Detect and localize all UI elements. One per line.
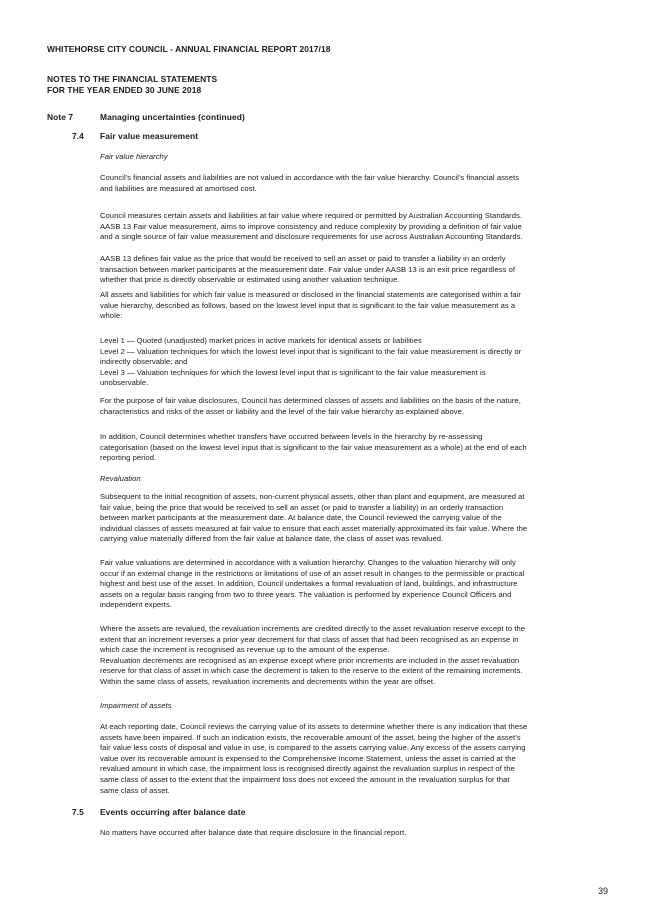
report-title: WHITEHORSE CITY COUNCIL - ANNUAL FINANCIAL REPORT 2017/18 — [47, 44, 331, 54]
paragraph-fair-value-definition: AASB 13 defines fair value as the price that would be received to sell an asset or paid to transfer a liability in an orderly transaction between market participants at the measurement date. Fair value under AASB 13 is an exit price regardless of whether that price is directly observable or estimated using another valuation technique. — [100, 254, 516, 285]
paragraph-fair-value-disclosures: For the purpose of fair value disclosures, Council has determined classes of assets and liabilities on the basis of the nature, characteristics and risks of the asset or liability and the level of the fair value hierarchy as explained above. — [100, 396, 521, 416]
paragraph-valuation-hierarchy: Fair value valuations are determined in accordance with a valuation hierarchy. Changes to the valuation hierarchy will only occur if an external change in the restrictions or limitations of use of an asset result in changes to the permissible or practical highest and best use of the asset. In addition, Council undertakes a formal revaluation of land, buildings, and infrastructure assets on a regular basis ranging from two to three years. The valuation is performed by experience Council Officers and independent experts. — [100, 558, 525, 610]
paragraph-financial-assets: Council's financial assets and liabilities are not valued in accordance with the fair value hierarchy. Council's financial assets and liabilities are measured at amortised cost. — [100, 173, 520, 193]
paragraph-impairment: At each reporting date, Council reviews the carrying value of its assets to determine whether there is any indication that these assets have been impaired. If such an indication exists, the recoverable amount of the asset, being the higher of the asset's fair value less costs of disposal and value in use, is compared to the assets carrying value. Any excess of the assets carrying value over its recoverable amount is expensed to the Comprehensive Income Statement, unless the asset is carried at the revalued amount in which case, the impairment loss is recognised directly against the revaluation surplus in respect of the same class of asset to the extent that the impairment loss does not exceed the amount in the revaluation surplus for that same class of asset. — [100, 722, 528, 795]
subheading-impairment: Impairment of assets — [100, 701, 172, 710]
year-ended-title: FOR THE YEAR ENDED 30 JUNE 2018 — [47, 85, 202, 95]
page-number: 39 — [598, 886, 609, 896]
paragraph-events-after-balance-date: No matters have occurred after balance date that require disclosure in the financial report. — [100, 828, 407, 837]
section-7-5-title: Events occurring after balance date — [100, 807, 246, 817]
level-1: Level 1 — Quoted (unadjusted) market prices in active markets for identical assets or liabilities — [100, 336, 422, 345]
section-7-5-number: 7.5 — [72, 807, 84, 817]
paragraph-subsequent-recognition: Subsequent to the initial recognition of assets, non-current physical assets, other than plant and equipment, are measured at fair value, being the price that would be received to sell an asset (or paid to transfer a liability) in an orderly transaction between market participants at the measurement date. At balance date, the Council reviewed the carrying value of the individual classes of assets measured at fair value to ensure that each asset materially approximated its fair value. Where the carrying value materially differed from the fair value at balance date, the class of asset was revalued. — [100, 492, 528, 544]
paragraph-aasb13-intro: Council measures certain assets and liabilities at fair value where required or permitted by Australian Accounting Standards. AASB 13 Fair value measurement, aims to improve consistency and reduce complexity by providing a definition of fair value and a single source of fair value measurement and disclosure requirements for use across Australian Accounting Standards. — [100, 211, 523, 242]
paragraph-revaluation-increments: Where the assets are revalued, the revaluation increments are credited directly to the asset revaluation reserve except to the extent that an increment reverses a prior year decrement for that class of asset that had been recognised as an expense in which case the increment is recognised as revenue up to the amount of the expense. Revaluation decrements are recognised as an expense except where prior increments are included in the asset revaluation reserve for that class of asset in which case the decrement is taken to the reserve to the extent of the remaining increments. Within the same class of assets, revaluation increments and decrements within the year are offset. — [100, 624, 526, 686]
paragraph-hierarchy-categorisation: All assets and liabilities for which fair value is measured or disclosed in the financial statements are categorised within a fair value hierarchy, described as follows, based on the lowest level input that is significant to the fair value measurement as a whole: — [100, 290, 521, 321]
list-hierarchy-levels: Level 1 — Quoted (unadjusted) market prices in active markets for identical assets or liabilities Level 2 — Valuation techniques for which the lowest level input that is significant to the fair value measurement is directly or indirectly observable; and Level 3 — Valuation techniques for which the lowest level input that is significant to the fair value measurement is unobservable. — [100, 336, 590, 389]
section-7-4-title: Fair value measurement — [100, 131, 199, 141]
note-title: Managing uncertainties (continued) — [100, 112, 245, 122]
notes-title: NOTES TO THE FINANCIAL STATEMENTS — [47, 74, 218, 84]
subheading-revaluation: Revaluation — [100, 474, 141, 483]
level-2: Level 2 — Valuation techniques for which the lowest level input that is significant to the fair value measurement is directly or — [100, 346, 522, 356]
note-number: Note 7 — [47, 112, 74, 122]
subheading-fair-value-hierarchy: Fair value hierarchy — [100, 152, 168, 161]
level-3: Level 3 — Valuation techniques for which the lowest level input that is significant to the fair value measurement is — [100, 367, 486, 377]
section-7-4-number: 7.4 — [72, 131, 84, 141]
paragraph-transfers-between-levels: In addition, Council determines whether transfers have occurred between levels in the hierarchy by re-assessing categorisation (based on the lowest level input that is significant to the fair value measurement as a whole) at the end of each reporting period. — [100, 432, 527, 463]
